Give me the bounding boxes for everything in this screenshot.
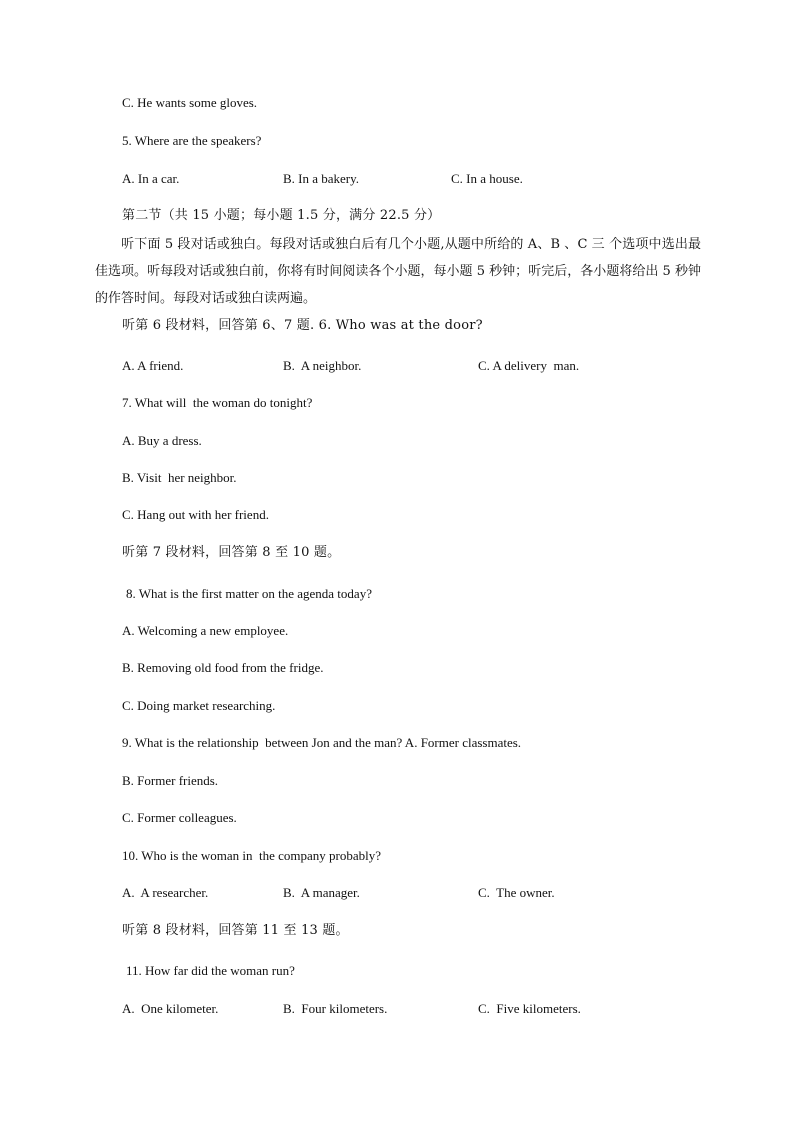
q9-option-c: C. Former colleagues. [122, 810, 237, 825]
text7-intro: 听第 7 段材料，回答第 8 至 10 题。 [122, 545, 341, 560]
q5-option-a: A. In a car. [122, 171, 180, 186]
q7-option-c: C. Hang out with her friend. [122, 507, 269, 522]
q11-option-a: A. One kilometer. [122, 1001, 219, 1016]
q7-question: 7. What will the woman do tonight? [122, 395, 313, 410]
q4-option-c: C. He wants some gloves. [122, 95, 258, 110]
q6-option-b: B. A neighbor. [283, 358, 362, 373]
text6-intro: 听第 6 段材料，回答第 6、7 题. 6. Who was at the door? [122, 318, 483, 333]
section2-instructions [95, 231, 701, 312]
q8-option-b: B. Removing old food from the fridge. [122, 660, 324, 675]
section2-instructions-text: 听下面 5 段对话或独白。每段对话或独白后有几个小题,从题中所给的 A、B 、C 三 个选项中选出最佳选项。听每段对话或独白前，你将有时间阅读各个小题，每小题 5 秒钟；听完后，各小题将给出 5 秒钟的作答时间。每段对话或独白读两遍。 [95, 237, 701, 306]
section2-heading: 第二节（共 15 小题；每小题 1.5 分，满分 22.5 分） [122, 208, 441, 223]
q7-option-a: A. Buy a dress. [122, 433, 202, 448]
q10-question: 10. Who is the woman in the company probably? [122, 848, 381, 863]
q6-option-c: C. A delivery man. [478, 358, 580, 373]
text8-intro: 听第 8 段材料，回答第 11 至 13 题。 [122, 923, 349, 938]
q11-question: 11. How far did the woman run? [126, 963, 295, 978]
q11-option-b: B. Four kilometers. [283, 1001, 388, 1016]
q5-question: 5. Where are the speakers? [122, 133, 262, 148]
q10-option-a: A. A researcher. [122, 885, 209, 900]
q9-question: 9. What is the relationship between Jon and the man? A. Former classmates. [122, 735, 522, 750]
q8-option-c: C. Doing market researching. [122, 698, 276, 713]
q5-option-c: C. In a house. [451, 171, 523, 186]
q10-option-b: B. A manager. [283, 885, 360, 900]
q11-option-c: C. Five kilometers. [478, 1001, 581, 1016]
q6-option-a: A. A friend. [122, 358, 184, 373]
q5-option-b: B. In a bakery. [283, 171, 360, 186]
q8-question: 8. What is the first matter on the agenda today? [126, 586, 372, 601]
q10-option-c: C. The owner. [478, 885, 555, 900]
q9-option-b: B. Former friends. [122, 773, 219, 788]
q8-option-a: A. Welcoming a new employee. [122, 623, 289, 638]
q7-option-b: B. Visit her neighbor. [122, 470, 237, 485]
